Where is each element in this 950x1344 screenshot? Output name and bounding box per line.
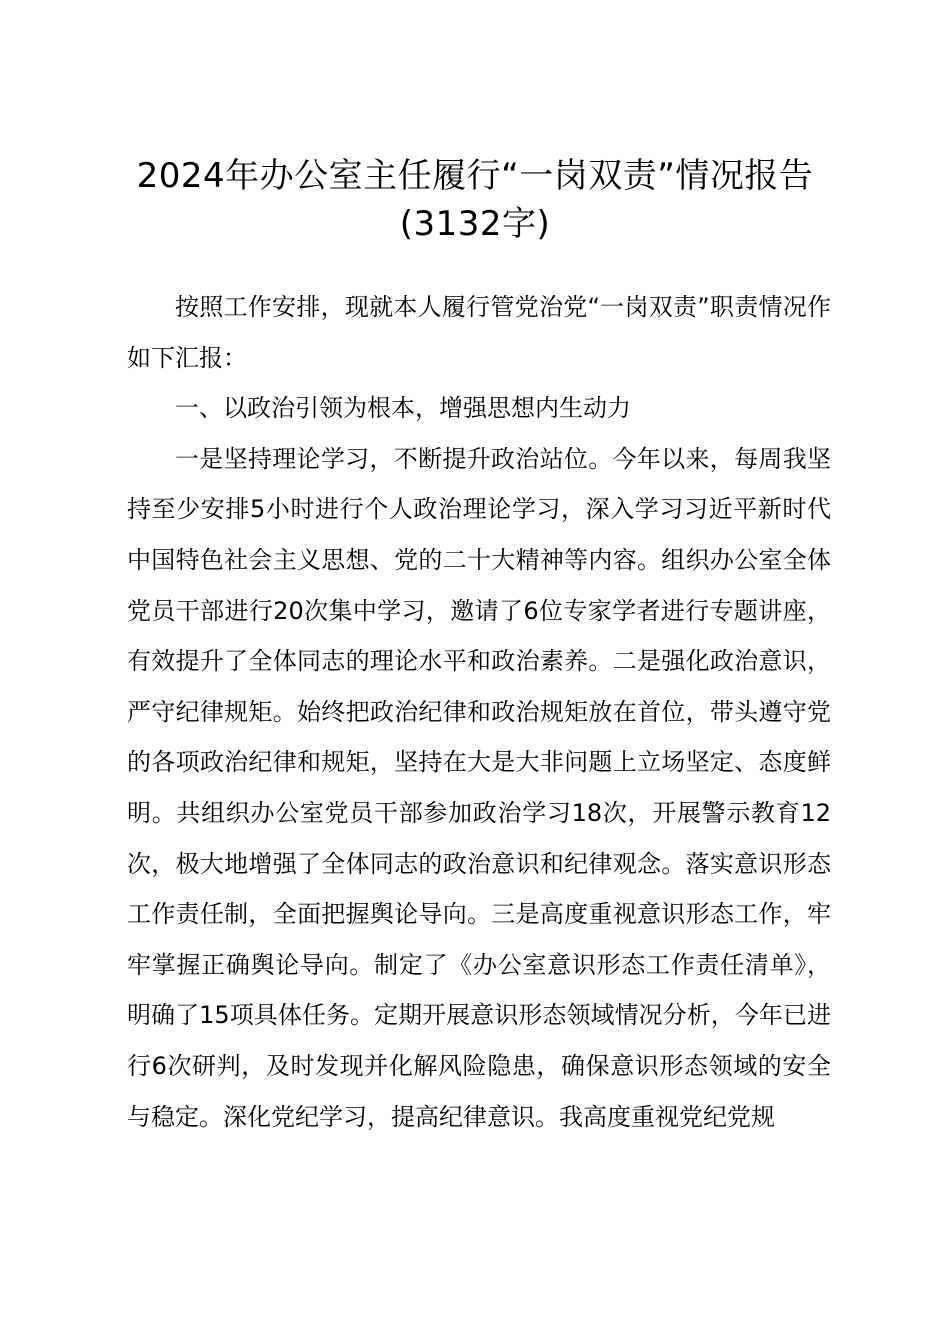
section-heading: 一、以政治引领为根本，增强思想内生动力 (175, 394, 631, 423)
document-title: 2024年办公室主任履行“一岗双责”情况报告(3132字) (136, 156, 814, 244)
paragraph-intro: 按照工作安排，现就本人履行管党治党“一岗双责”职责情况作如下汇报： (127, 293, 831, 372)
paragraph-body: 一是坚持理论学习，不断提升政治站位。今年以来，每周我坚持至少安排5小时进行个人政治理论学习，深入学习习近平新时代中国特色社会主义思想、党的二十大精神等内容。组织办公室全体党员干部进行20次集中学习，邀请了6位专家学者进行专题讲座，有效提升了全体同志的理论水平和政治素养。二是强化政治意识，严守纪律规矩。始终把政治纪律和政治规矩放在首位，带头遵守党的各项政治纪律和规矩，坚持在大是大非问题上立场坚定、态度鲜明。共组织办公室党员干部参加政治学习18次，开展警示教育12次，极大地增强了全体同志的政治意识和纪律观念。落实意识形态工作责任制，全面把握舆论导向。三是高度重视意识形态工作，牢牢掌握正确舆论导向。制定了《办公室意识形态工作责任清单》，明确了15项具体任务。定期开展意识形态领域情况分析，今年已进行6次研判，及时发现并化解风险隐患，确保意识形态领域的安全与稳定。深化党纪学习，提高纪律意识。我高度重视党纪党规 (127, 444, 831, 1131)
document-body (127, 282, 831, 1142)
